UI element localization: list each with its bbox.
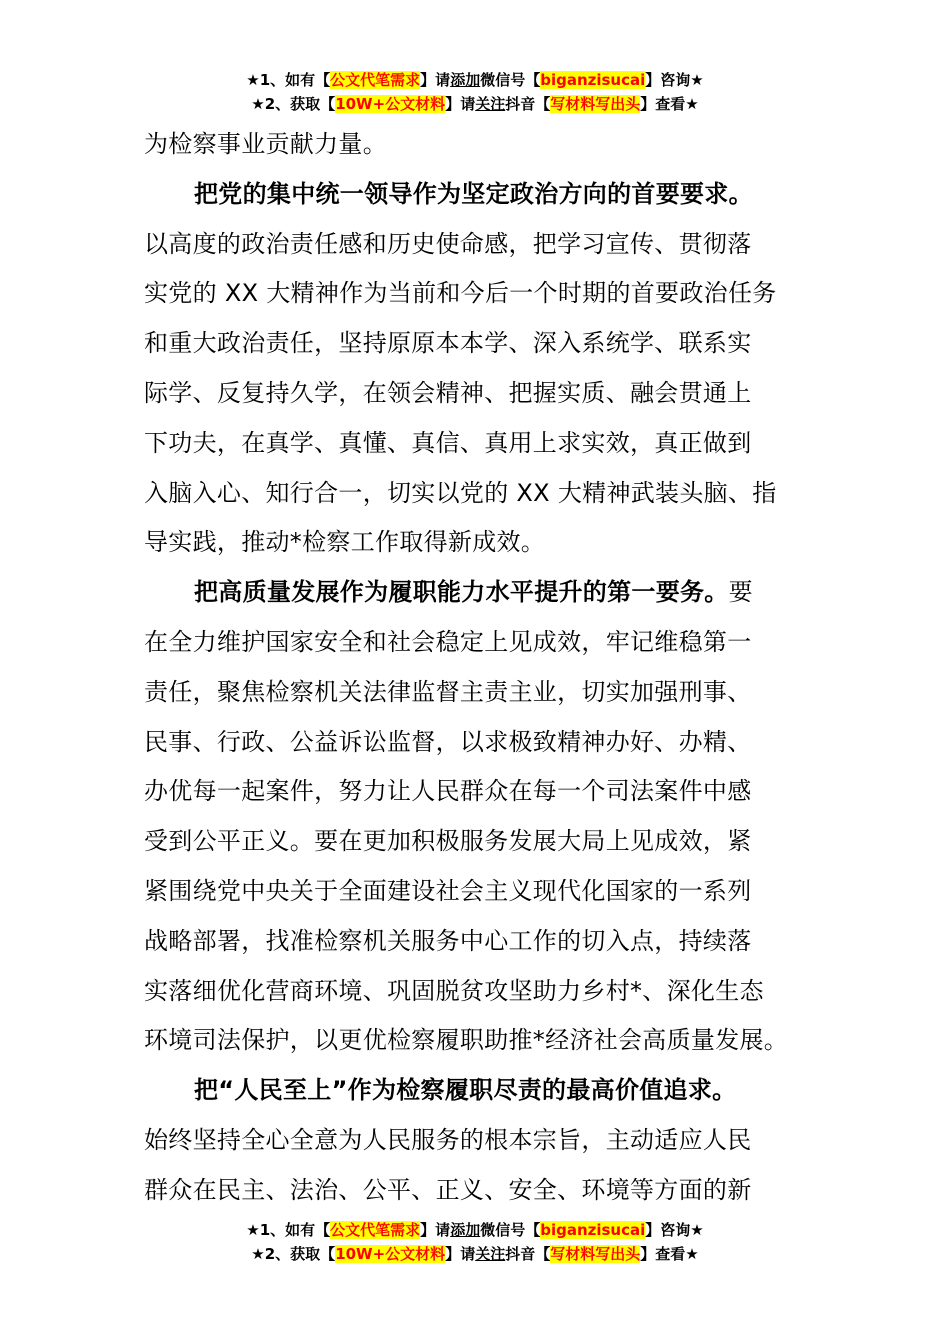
banner-underlined-text: 添加 xyxy=(450,1221,481,1239)
banner-highlight: 写材料写出头 xyxy=(550,95,641,113)
banner-text: ★1、如有【 xyxy=(246,71,331,89)
body-line: 为检察事业贡献力量。 xyxy=(144,130,387,158)
banner-highlight: 公文代笔需求 xyxy=(330,71,421,89)
body-line: 民事、行政、公益诉讼监督，以求极致精神办好、办精、 xyxy=(144,727,752,756)
body-line: 下功夫，在真学、真懂、真信、真用上求实效，真正做到 xyxy=(144,428,752,457)
banner-underlined-text: 关注 xyxy=(475,1245,506,1263)
body-line: 实落细优化营商环境、巩固脱贫攻坚助力乡村*、深化生态 xyxy=(144,976,764,1005)
body-line: 实党的 XX 大精神作为当前和今后一个时期的首要政治任务 xyxy=(144,279,777,308)
body-line: 际学、反复持久学，在领会精神、把握实质、融会贯通上 xyxy=(144,378,752,407)
banner-line-2 xyxy=(0,92,950,116)
body-line: 在全力维护国家安全和社会稳定上见成效，牢记维稳第一 xyxy=(144,627,752,656)
banner-underlined-text: 添加 xyxy=(450,71,481,89)
section-heading: 把党的集中统一领导作为坚定政治方向的首要要求。 xyxy=(194,179,753,208)
banner-underlined-text: 关注 xyxy=(475,95,506,113)
banner-highlight: 10W+公文材料 xyxy=(335,95,446,113)
body-line: 入脑入心、知行合一，切实以党的 XX 大精神武装头脑、指 xyxy=(144,478,777,507)
banner-line-2 xyxy=(0,1242,950,1266)
banner-highlight: biganzisucai xyxy=(540,71,646,89)
body-line: 环境司法保护，以更优检察履职助推*经济社会高质量发展。 xyxy=(144,1026,789,1055)
body-line: 受到公平正义。要在更加积极服务发展大局上见成效，紧 xyxy=(144,827,752,856)
banner-highlight: 写材料写出头 xyxy=(550,1245,641,1263)
body-line: 责任，聚焦检察机关法律监督主责主业，切实加强刑事、 xyxy=(144,677,752,706)
banner-highlight: 公文代笔需求 xyxy=(330,1221,421,1239)
banner-highlight: biganzisucai xyxy=(540,1221,646,1239)
body-line: 和重大政治责任，坚持原原本本学、深入系统学、联系实 xyxy=(144,329,752,358)
banner-highlight: 10W+公文材料 xyxy=(335,1245,446,1263)
banner-text: 抖音【 xyxy=(505,95,551,113)
body-line: 紧围绕党中央关于全面建设社会主义现代化国家的一系列 xyxy=(144,876,752,905)
banner-text: 】咨询★ xyxy=(645,71,704,89)
body-text: 要 xyxy=(728,578,753,607)
section-heading: 把高质量发展作为履职能力水平提升的第一要务。 xyxy=(194,578,729,607)
banner-text: 微信号【 xyxy=(480,71,541,89)
document-body xyxy=(144,120,808,1216)
banner-line-1 xyxy=(0,1218,950,1242)
banner-text: 】请 xyxy=(420,71,451,89)
footer-banner xyxy=(0,1218,950,1266)
body-line: 导实践，推动*检察工作取得新成效。 xyxy=(144,528,546,557)
banner-text: ★2、获取【 xyxy=(251,95,336,113)
banner-text: 】请 xyxy=(445,1245,476,1263)
section-paragraph-start xyxy=(144,568,808,618)
banner-text: 】请 xyxy=(420,1221,451,1239)
banner-text: 】查看★ xyxy=(640,95,699,113)
banner-text: ★2、获取【 xyxy=(251,1245,336,1263)
body-line: 战略部署，找准检察机关服务中心工作的切入点，持续落 xyxy=(144,926,752,955)
body-line: 办优每一起案件，努力让人民群众在每一个司法案件中感 xyxy=(144,777,752,806)
body-line: 始终坚持全心全意为人民服务的根本宗旨，主动适应人民 xyxy=(144,1125,752,1154)
banner-text: ★1、如有【 xyxy=(246,1221,331,1239)
section-heading: 把“人民至上”作为检察履职尽责的最高价值追求。 xyxy=(194,1076,737,1105)
banner-text: 】查看★ xyxy=(640,1245,699,1263)
header-banner xyxy=(0,68,950,116)
banner-line-1 xyxy=(0,68,950,92)
banner-text: 】咨询★ xyxy=(645,1221,704,1239)
body-line: 群众在民主、法治、公平、正义、安全、环境等方面的新 xyxy=(144,1175,752,1204)
body-line: 以高度的政治责任感和历史使命感，把学习宣传、贯彻落 xyxy=(144,229,752,258)
banner-text: 抖音【 xyxy=(505,1245,551,1263)
banner-text: 微信号【 xyxy=(480,1221,541,1239)
banner-text: 】请 xyxy=(445,95,476,113)
